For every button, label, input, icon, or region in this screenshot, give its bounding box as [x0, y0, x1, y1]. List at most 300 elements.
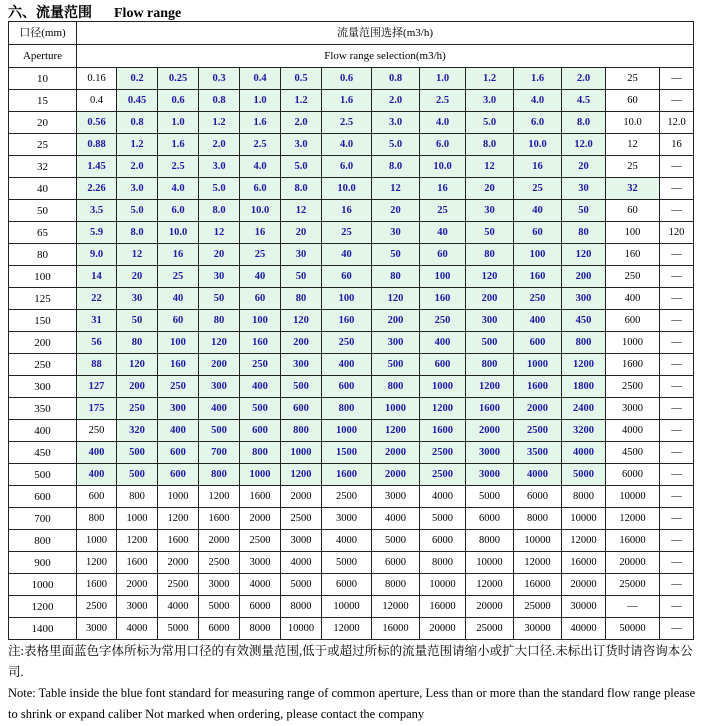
- flow-value-cell-highlighted: 160: [158, 354, 199, 376]
- flow-value-cell: 1600: [606, 354, 660, 376]
- flow-value-cell-highlighted: 1.2: [117, 134, 158, 156]
- flow-value-cell: 20000: [420, 618, 466, 640]
- table-row: [9, 266, 694, 288]
- flow-value-cell-highlighted: 1500: [322, 442, 372, 464]
- table-row: [9, 288, 694, 310]
- flow-value-cell-highlighted: 175: [77, 398, 117, 420]
- flow-value-cell-highlighted: 2000: [372, 464, 420, 486]
- flow-value-cell: 2500: [158, 574, 199, 596]
- header-row-en: [9, 45, 694, 68]
- flow-value-cell-highlighted: 50: [372, 244, 420, 266]
- flow-value-cell: 6000: [240, 596, 281, 618]
- flow-value-cell: 12000: [606, 508, 660, 530]
- flow-value-cell-highlighted: 800: [466, 354, 514, 376]
- table-row: [9, 178, 694, 200]
- flow-value-cell-highlighted: 500: [199, 420, 240, 442]
- flow-value-cell-highlighted: 3.5: [77, 200, 117, 222]
- flow-value-cell-highlighted: 1.0: [240, 90, 281, 112]
- flow-value-cell-highlighted: 0.56: [77, 112, 117, 134]
- flow-value-cell: 250: [77, 420, 117, 442]
- flow-value-cell-highlighted: 100: [514, 244, 562, 266]
- flow-value-cell: 600: [606, 310, 660, 332]
- table-row: [9, 530, 694, 552]
- flow-value-cell-highlighted: 16: [514, 156, 562, 178]
- table-row: [9, 156, 694, 178]
- flow-value-cell: 10000: [420, 574, 466, 596]
- table-row: [9, 486, 694, 508]
- flow-value-cell-highlighted: 0.25: [158, 68, 199, 90]
- flow-value-cell-highlighted: 1600: [466, 398, 514, 420]
- flow-value-cell: 8000: [420, 552, 466, 574]
- flow-value-cell-highlighted: 4000: [562, 442, 606, 464]
- flow-value-cell-highlighted: 1.2: [199, 112, 240, 134]
- flow-value-cell: —: [660, 508, 694, 530]
- flow-value-cell-highlighted: 200: [372, 310, 420, 332]
- flow-value-cell: 10000: [466, 552, 514, 574]
- flow-value-cell-highlighted: 4.0: [240, 156, 281, 178]
- flow-value-cell: 25000: [514, 596, 562, 618]
- flow-value-cell-highlighted: 1.45: [77, 156, 117, 178]
- flow-value-cell-highlighted: 2.5: [420, 90, 466, 112]
- section-title-cn: 六、流量范围: [8, 6, 92, 21]
- flow-value-cell-highlighted: 6.0: [420, 134, 466, 156]
- flow-value-cell: 1200: [77, 552, 117, 574]
- section-title: [8, 2, 181, 22]
- aperture-cell: 700: [9, 508, 77, 530]
- flow-value-cell-highlighted: 0.3: [199, 68, 240, 90]
- table-row: [9, 464, 694, 486]
- flow-value-cell: 3000: [372, 486, 420, 508]
- flow-value-cell-highlighted: 800: [199, 464, 240, 486]
- flow-value-cell: 25000: [606, 574, 660, 596]
- flow-value-cell-highlighted: 12: [466, 156, 514, 178]
- flow-value-cell-highlighted: 14: [77, 266, 117, 288]
- flow-value-cell-highlighted: 16: [240, 222, 281, 244]
- table-row: [9, 68, 694, 90]
- flow-value-cell: 2500: [281, 508, 322, 530]
- flow-value-cell-highlighted: 12: [372, 178, 420, 200]
- flow-value-cell: 2500: [240, 530, 281, 552]
- table-row: [9, 332, 694, 354]
- flow-value-cell: 16000: [606, 530, 660, 552]
- flow-value-cell: 2000: [281, 486, 322, 508]
- flow-value-cell-highlighted: 250: [514, 288, 562, 310]
- flow-value-cell: 6000: [466, 508, 514, 530]
- flow-value-cell-highlighted: 500: [117, 464, 158, 486]
- flow-value-cell: 1200: [117, 530, 158, 552]
- flow-value-cell-highlighted: 30: [466, 200, 514, 222]
- flow-value-cell-highlighted: 450: [562, 310, 606, 332]
- flow-value-cell-highlighted: 4.0: [322, 134, 372, 156]
- flow-value-cell: 12000: [562, 530, 606, 552]
- flow-value-cell-highlighted: 1800: [562, 376, 606, 398]
- flow-value-cell: —: [660, 90, 694, 112]
- flow-value-cell-highlighted: 2400: [562, 398, 606, 420]
- flow-value-cell: —: [660, 332, 694, 354]
- flow-value-cell-highlighted: 500: [240, 398, 281, 420]
- flow-value-cell-highlighted: 400: [158, 420, 199, 442]
- flow-value-cell-highlighted: 5000: [562, 464, 606, 486]
- flow-value-cell: 3000: [117, 596, 158, 618]
- flow-value-cell-highlighted: 1600: [322, 464, 372, 486]
- note-en: Note: Table inside the blue font standard for measuring range of common aperture, Less than or more than the standard flow range please to shrink or expand caliber Not marked when ordering, please contact the company: [8, 686, 696, 721]
- flow-value-cell: 6000: [372, 552, 420, 574]
- flow-value-cell: 25: [606, 156, 660, 178]
- flow-value-cell: 3000: [606, 398, 660, 420]
- flow-value-cell-highlighted: 400: [199, 398, 240, 420]
- table-row: [9, 508, 694, 530]
- flow-value-cell: 2500: [77, 596, 117, 618]
- table-row: [9, 398, 694, 420]
- flow-value-cell-highlighted: 160: [322, 310, 372, 332]
- flow-value-cell: 2500: [606, 376, 660, 398]
- flow-value-cell-highlighted: 25: [322, 222, 372, 244]
- flow-value-cell: 16000: [562, 552, 606, 574]
- flow-value-cell-highlighted: 600: [158, 442, 199, 464]
- aperture-cell: 10: [9, 68, 77, 90]
- aperture-cell: 300: [9, 376, 77, 398]
- flow-value-cell-highlighted: 60: [322, 266, 372, 288]
- flow-value-cell: 60: [606, 90, 660, 112]
- flow-value-cell: —: [660, 420, 694, 442]
- flow-value-cell-highlighted: 600: [322, 376, 372, 398]
- flow-value-cell: —: [660, 398, 694, 420]
- flow-value-cell-highlighted: 1000: [514, 354, 562, 376]
- flow-value-cell-highlighted: 12: [117, 244, 158, 266]
- flow-value-cell: —: [660, 354, 694, 376]
- flow-value-cell-highlighted: 5.0: [117, 200, 158, 222]
- flow-value-cell-highlighted: 1200: [562, 354, 606, 376]
- flow-value-cell-highlighted: 2000: [514, 398, 562, 420]
- flow-value-cell: 250: [606, 266, 660, 288]
- flow-value-cell-highlighted: 250: [420, 310, 466, 332]
- flow-value-cell-highlighted: 25: [158, 266, 199, 288]
- flow-value-cell-highlighted: 2.5: [158, 156, 199, 178]
- table-row: [9, 112, 694, 134]
- flow-value-cell-highlighted: 1200: [466, 376, 514, 398]
- flow-value-cell: —: [660, 68, 694, 90]
- range-header-en: Flow range selection(m3/h): [77, 45, 694, 68]
- flow-value-cell: 8000: [466, 530, 514, 552]
- flow-value-cell: 600: [77, 486, 117, 508]
- flow-value-cell-highlighted: 30: [117, 288, 158, 310]
- flow-value-cell: 8000: [240, 618, 281, 640]
- aperture-cell: 250: [9, 354, 77, 376]
- flow-value-cell-highlighted: 500: [466, 332, 514, 354]
- flow-value-cell-highlighted: 160: [420, 288, 466, 310]
- flow-value-cell-highlighted: 88: [77, 354, 117, 376]
- flow-value-cell-highlighted: 100: [158, 332, 199, 354]
- table-row: [9, 574, 694, 596]
- flow-value-cell-highlighted: 50: [199, 288, 240, 310]
- flow-value-cell-highlighted: 800: [372, 376, 420, 398]
- flow-value-cell-highlighted: 8.0: [117, 222, 158, 244]
- flow-value-cell: —: [660, 442, 694, 464]
- flow-value-cell-highlighted: 500: [117, 442, 158, 464]
- notes: [8, 641, 696, 725]
- flow-value-cell-highlighted: 6.0: [514, 112, 562, 134]
- flow-value-cell-highlighted: 40: [322, 244, 372, 266]
- flow-value-cell: 1200: [158, 508, 199, 530]
- flow-value-cell: 2000: [199, 530, 240, 552]
- flow-value-cell-highlighted: 40: [240, 266, 281, 288]
- flow-value-cell: 4000: [240, 574, 281, 596]
- flow-value-cell-highlighted: 800: [240, 442, 281, 464]
- flow-value-cell-highlighted: 600: [281, 398, 322, 420]
- flow-value-cell-highlighted: 20: [466, 178, 514, 200]
- flow-value-cell-highlighted: 160: [514, 266, 562, 288]
- flow-value-cell: 16000: [372, 618, 420, 640]
- flow-value-cell-highlighted: 1.6: [158, 134, 199, 156]
- flow-value-cell-highlighted: 2.5: [322, 112, 372, 134]
- flow-value-cell: 10000: [562, 508, 606, 530]
- flow-value-cell-highlighted: 12.0: [562, 134, 606, 156]
- aperture-cell: 50: [9, 200, 77, 222]
- flow-value-cell: 3000: [240, 552, 281, 574]
- flow-value-cell: —: [660, 288, 694, 310]
- flow-value-cell-highlighted: 1000: [372, 398, 420, 420]
- flow-value-cell-highlighted: 12: [281, 200, 322, 222]
- aperture-cell: 350: [9, 398, 77, 420]
- flow-value-cell: 5000: [322, 552, 372, 574]
- flow-value-cell-highlighted: 1000: [281, 442, 322, 464]
- flow-value-cell-highlighted: 3.0: [117, 178, 158, 200]
- flow-value-cell-highlighted: 700: [199, 442, 240, 464]
- flow-value-cell: 4000: [158, 596, 199, 618]
- table-row: [9, 354, 694, 376]
- flow-value-cell-highlighted: 120: [466, 266, 514, 288]
- flow-value-cell-highlighted: 1.0: [158, 112, 199, 134]
- flow-value-cell: 4000: [117, 618, 158, 640]
- flow-value-cell-highlighted: 22: [77, 288, 117, 310]
- flow-value-cell: —: [660, 464, 694, 486]
- flow-value-cell-highlighted: 300: [372, 332, 420, 354]
- flow-value-cell-highlighted: 2500: [514, 420, 562, 442]
- flow-value-cell: 10000: [322, 596, 372, 618]
- flow-value-cell-highlighted: 250: [158, 376, 199, 398]
- flow-value-cell-highlighted: 3000: [466, 442, 514, 464]
- flow-value-cell-highlighted: 25: [420, 200, 466, 222]
- flow-value-cell: 6000: [420, 530, 466, 552]
- flow-value-cell: —: [606, 596, 660, 618]
- flow-value-cell-highlighted: 3.0: [466, 90, 514, 112]
- flow-value-cell: —: [660, 200, 694, 222]
- flow-value-cell-highlighted: 50: [117, 310, 158, 332]
- flow-value-cell-highlighted: 250: [117, 398, 158, 420]
- flow-value-cell: 16: [660, 134, 694, 156]
- aperture-cell: 20: [9, 112, 77, 134]
- section-title-en: Flow range: [114, 6, 182, 21]
- flow-value-cell-highlighted: 0.6: [158, 90, 199, 112]
- flow-value-cell-highlighted: 20: [281, 222, 322, 244]
- flow-value-cell: —: [660, 310, 694, 332]
- flow-value-cell-highlighted: 0.2: [117, 68, 158, 90]
- flow-value-cell-highlighted: 250: [322, 332, 372, 354]
- flow-value-cell-highlighted: 300: [562, 288, 606, 310]
- flow-value-cell-highlighted: 100: [322, 288, 372, 310]
- flow-value-cell-highlighted: 30: [372, 222, 420, 244]
- flow-value-cell-highlighted: 4.0: [158, 178, 199, 200]
- flow-value-cell: 16000: [420, 596, 466, 618]
- flow-value-cell-highlighted: 60: [240, 288, 281, 310]
- flow-value-cell-highlighted: 12: [199, 222, 240, 244]
- flow-value-cell: 12: [606, 134, 660, 156]
- flow-value-cell-highlighted: 1200: [420, 398, 466, 420]
- flow-value-cell-highlighted: 3.0: [281, 134, 322, 156]
- flow-value-cell: 6000: [322, 574, 372, 596]
- flow-value-cell: 4000: [606, 420, 660, 442]
- flow-value-cell: 10000: [281, 618, 322, 640]
- flow-value-cell-highlighted: 6.0: [322, 156, 372, 178]
- flow-value-cell-highlighted: 1.6: [240, 112, 281, 134]
- flow-value-cell: 1200: [199, 486, 240, 508]
- aperture-cell: 1400: [9, 618, 77, 640]
- flow-value-cell: 6000: [514, 486, 562, 508]
- flow-value-cell-highlighted: 200: [466, 288, 514, 310]
- flow-value-cell: 8000: [514, 508, 562, 530]
- flow-value-cell: —: [660, 156, 694, 178]
- flow-value-cell-highlighted: 6.0: [158, 200, 199, 222]
- flow-value-cell: —: [660, 486, 694, 508]
- flow-value-cell: 1000: [606, 332, 660, 354]
- flow-value-cell-highlighted: 400: [240, 376, 281, 398]
- flow-value-cell-highlighted: 32: [606, 178, 660, 200]
- flow-value-cell-highlighted: 2.5: [240, 134, 281, 156]
- aperture-cell: 450: [9, 442, 77, 464]
- flow-value-cell-highlighted: 127: [77, 376, 117, 398]
- flow-value-cell-highlighted: 0.6: [322, 68, 372, 90]
- flow-value-cell: 3000: [281, 530, 322, 552]
- flow-value-cell-highlighted: 1.2: [466, 68, 514, 90]
- flow-value-cell: 1600: [240, 486, 281, 508]
- flow-value-cell-highlighted: 8.0: [466, 134, 514, 156]
- flow-value-cell: 4000: [322, 530, 372, 552]
- aperture-cell: 100: [9, 266, 77, 288]
- flow-value-cell-highlighted: 200: [199, 354, 240, 376]
- flow-value-cell: 1600: [158, 530, 199, 552]
- flow-value-cell: 2000: [117, 574, 158, 596]
- flow-value-cell-highlighted: 4.0: [420, 112, 466, 134]
- flow-value-cell-highlighted: 1.6: [322, 90, 372, 112]
- flow-value-cell-highlighted: 3500: [514, 442, 562, 464]
- flow-value-cell-highlighted: 0.5: [281, 68, 322, 90]
- header-row-cn: [9, 22, 694, 45]
- flow-value-cell-highlighted: 16: [158, 244, 199, 266]
- flow-value-cell: 50000: [606, 618, 660, 640]
- flow-value-cell-highlighted: 30: [562, 178, 606, 200]
- flow-value-cell-highlighted: 5.0: [281, 156, 322, 178]
- flow-value-cell-highlighted: 600: [514, 332, 562, 354]
- flow-value-cell-highlighted: 5.0: [466, 112, 514, 134]
- flow-value-cell-highlighted: 0.4: [240, 68, 281, 90]
- flow-value-cell: 1600: [77, 574, 117, 596]
- flow-value-cell-highlighted: 10.0: [240, 200, 281, 222]
- flow-value-cell-highlighted: 25: [240, 244, 281, 266]
- flow-value-cell-highlighted: 50: [281, 266, 322, 288]
- aperture-cell: 900: [9, 552, 77, 574]
- flow-value-cell: 25: [606, 68, 660, 90]
- flow-value-cell: 1600: [117, 552, 158, 574]
- flow-value-cell: 12000: [372, 596, 420, 618]
- flow-value-cell: 12000: [322, 618, 372, 640]
- aperture-cell: 500: [9, 464, 77, 486]
- flow-value-cell-highlighted: 0.88: [77, 134, 117, 156]
- flow-value-cell: 8000: [281, 596, 322, 618]
- table-row: [9, 420, 694, 442]
- aperture-cell: 1000: [9, 574, 77, 596]
- aperture-cell: 80: [9, 244, 77, 266]
- flow-value-cell-highlighted: 2.0: [117, 156, 158, 178]
- flow-value-cell-highlighted: 16: [420, 178, 466, 200]
- flow-value-cell-highlighted: 2000: [466, 420, 514, 442]
- flow-value-cell-highlighted: 40: [420, 222, 466, 244]
- flow-value-cell-highlighted: 50: [562, 200, 606, 222]
- flow-value-cell-highlighted: 0.8: [117, 112, 158, 134]
- flow-range-table: [8, 21, 694, 640]
- flow-value-cell: 20000: [606, 552, 660, 574]
- flow-value-cell: 400: [606, 288, 660, 310]
- flow-value-cell: 800: [117, 486, 158, 508]
- table-row: [9, 134, 694, 156]
- flow-value-cell-highlighted: 120: [372, 288, 420, 310]
- flow-value-cell: 2000: [158, 552, 199, 574]
- flow-value-cell-highlighted: 2.0: [199, 134, 240, 156]
- flow-value-cell-highlighted: 500: [281, 376, 322, 398]
- flow-value-cell-highlighted: 100: [240, 310, 281, 332]
- aperture-cell: 800: [9, 530, 77, 552]
- flow-value-cell: 5000: [199, 596, 240, 618]
- aperture-cell: 25: [9, 134, 77, 156]
- flow-value-cell: —: [660, 530, 694, 552]
- flow-value-cell: 4000: [281, 552, 322, 574]
- flow-value-cell-highlighted: 25: [514, 178, 562, 200]
- flow-value-cell-highlighted: 5.9: [77, 222, 117, 244]
- flow-value-cell-highlighted: 0.45: [117, 90, 158, 112]
- flow-value-cell: 40000: [562, 618, 606, 640]
- flow-value-cell: 8000: [372, 574, 420, 596]
- flow-value-cell-highlighted: 30: [281, 244, 322, 266]
- table-row: [9, 244, 694, 266]
- flow-value-cell-highlighted: 160: [240, 332, 281, 354]
- flow-value-cell: 60: [606, 200, 660, 222]
- flow-value-cell-highlighted: 1000: [240, 464, 281, 486]
- flow-value-cell-highlighted: 80: [466, 244, 514, 266]
- flow-value-cell: 16000: [514, 574, 562, 596]
- flow-value-cell-highlighted: 1000: [322, 420, 372, 442]
- table-row: [9, 442, 694, 464]
- flow-value-cell-highlighted: 300: [281, 354, 322, 376]
- flow-value-cell-highlighted: 2.0: [372, 90, 420, 112]
- flow-value-cell-highlighted: 80: [281, 288, 322, 310]
- flow-value-cell: —: [660, 574, 694, 596]
- flow-value-cell: 1000: [117, 508, 158, 530]
- flow-value-cell: 2500: [322, 486, 372, 508]
- flow-value-cell-highlighted: 4.0: [514, 90, 562, 112]
- flow-value-cell-highlighted: 1600: [514, 376, 562, 398]
- flow-value-cell-highlighted: 120: [199, 332, 240, 354]
- flow-value-cell-highlighted: 2500: [420, 442, 466, 464]
- flow-value-cell: 100: [606, 222, 660, 244]
- flow-value-cell-highlighted: 10.0: [158, 222, 199, 244]
- flow-value-cell-highlighted: 120: [281, 310, 322, 332]
- aperture-cell: 125: [9, 288, 77, 310]
- flow-value-cell: 0.16: [77, 68, 117, 90]
- flow-value-cell-highlighted: 60: [420, 244, 466, 266]
- flow-value-cell: —: [660, 618, 694, 640]
- flow-value-cell-highlighted: 1600: [420, 420, 466, 442]
- flow-value-cell-highlighted: 8.0: [372, 156, 420, 178]
- flow-value-cell-highlighted: 1200: [372, 420, 420, 442]
